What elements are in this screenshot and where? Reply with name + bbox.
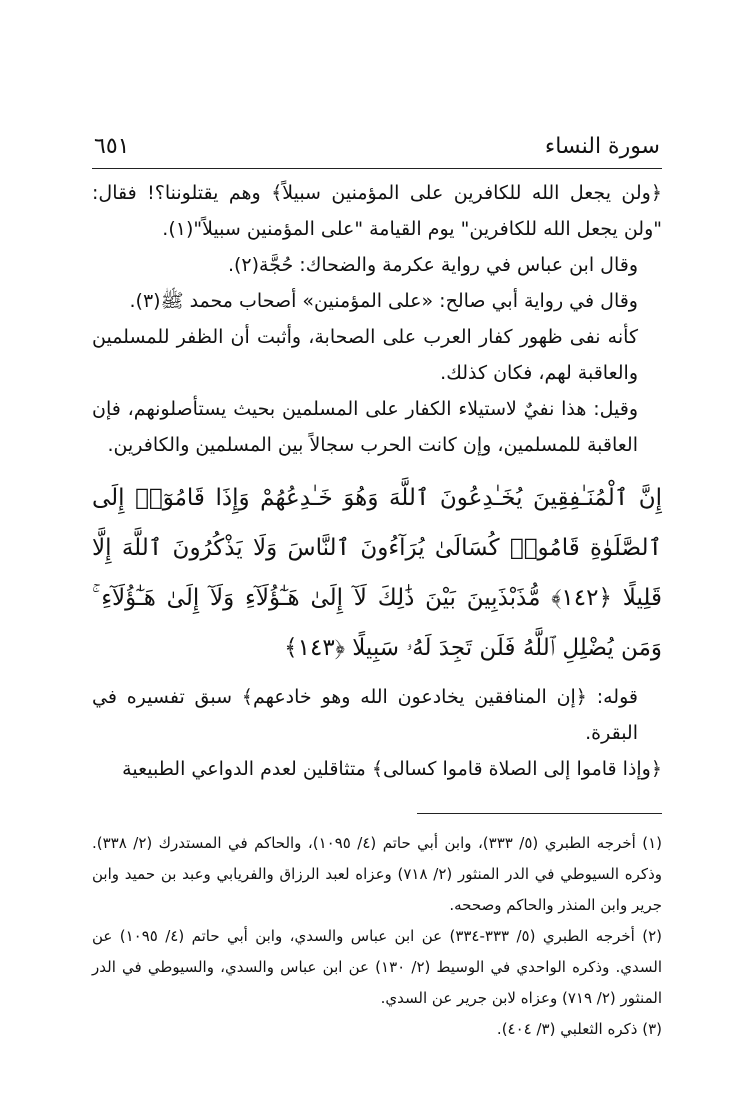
surah-name: سورة النساء (544, 134, 660, 159)
paragraph: وقال في رواية أبي صالح: «على المؤمنين» أصحاب محمد ﷺ(٣). (129, 290, 638, 312)
page-number: ٦٥١ (94, 134, 130, 159)
commentary-line: ﴿وإذا قاموا إلى الصلاة قاموا كسالى﴾ متثاقلين لعدم الدواعي الطبيعية (122, 758, 662, 780)
paragraph: وقيل: هذا نفيٌ لاستيلاء الكفار على المسلمين بحيث يستأصلونهم، فإن العاقبة للمسلمين، وإن كانت الحرب سجالاً بين المسلمين والكافرين. (92, 398, 638, 456)
page (92, 128, 662, 1045)
page-header (92, 128, 662, 169)
commentary-line: قوله: ﴿إن المنافقين يخادعون الله وهو خادعهم﴾ سبق تفسيره في البقرة. (92, 686, 638, 744)
footnote: (٢) أخرجه الطبري (٥/ ٣٣٣-٣٣٤) عن ابن عباس والسدي، وابن أبي حاتم (٤/ ١٠٩٥) عن السدي. وذكره الواحدي في الوسيط (٢/ ١٣٠) عن ابن عباس والسدي، والسيوطي في الدر المنثور (٢/ ٧١٩) وعزاه لابن جرير عن السدي. (92, 927, 662, 1007)
footnote-divider (417, 813, 662, 814)
paragraph: وقال ابن عباس في رواية عكرمة والضحاك: حُجَّة(٢). (227, 254, 638, 276)
footnote: (٣) ذكره الثعلبي (٣/ ٤٠٤). (496, 1020, 662, 1038)
footnotes (92, 828, 662, 1045)
quran-verse: إِنَّ ٱلْمُنَـٰفِقِينَ يُخَـٰدِعُونَ ٱللَّهَ وَهُوَ خَـٰدِعُهُمْ وَإِذَا قَامُوٓا۟ إِلَى ٱلصَّلَوٰةِ قَامُوا۟ كُسَالَىٰ يُرَآءُونَ ٱلنَّاسَ وَلَا يَذْكُرُونَ ٱللَّهَ إِلَّا قَلِيلًا ﴿١٤٢﴾ مُّذَبْذَبِينَ بَيْنَ ذَٰلِكَ لَآ إِلَىٰ هَـٰٓؤُلَآءِ وَلَآ إِلَىٰ هَـٰٓؤُلَآءِ ۚ وَمَن يُضْلِلِ ٱللَّهُ فَلَن تَجِدَ لَهُۥ سَبِيلًا ﴿١٤٣﴾ (92, 485, 663, 661)
footnote: (١) أخرجه الطبري (٥/ ٣٣٣)، وابن أبي حاتم (٤/ ١٠٩٥)، والحاكم في المستدرك (٢/ ٣٣٨). وذكره السيوطي في الدر المنثور (٢/ ٧١٨) وعزاه لعبد الرزاق والفريابي وعبد بن حميد وابن جرير وابن المنذر والحاكم وصححه. (92, 834, 663, 914)
paragraph: ﴿ولن يجعل الله للكافرين على المؤمنين سبيلاً﴾ وهم يقتلوننا؟! فقال: "ولن يجعل الله للكافرين" يوم القيامة "على المؤمنين سبيلاً"(١). (92, 182, 662, 240)
main-text (92, 175, 662, 1045)
paragraph: كأنه نفى ظهور كفار العرب على الصحابة، وأثبت أن الظفر للمسلمين والعاقبة لهم، فكان كذلك. (92, 326, 638, 384)
